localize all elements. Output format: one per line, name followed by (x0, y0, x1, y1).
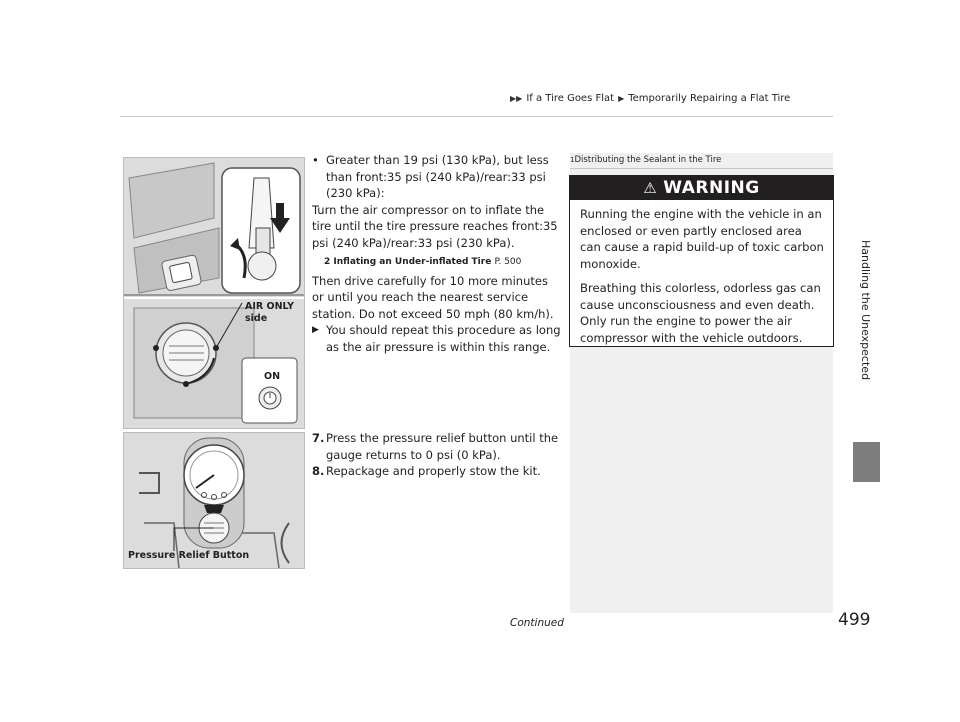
warning-header (570, 176, 833, 200)
side-tab[interactable] (852, 240, 880, 430)
note-text: You should repeat this procedure as long as the air pressure is within this range. (326, 323, 561, 354)
side-tab-marker (853, 442, 880, 482)
air-only-label: AIR ONLY (245, 301, 294, 312)
bullet-icon: • (312, 153, 319, 167)
step-8-text: Repackage and properly stow the kit. (326, 464, 541, 478)
warning-paragraph-2: Breathing this colorless, odorless gas can cause unconsciousness and even death. Only run the engine to power the air compressor with the vehicle outdoors. (580, 281, 821, 345)
steps (312, 430, 562, 480)
sidebar-heading-text: Distributing the Sealant in the Tire (574, 155, 722, 165)
ref-marker-icon: 1 (570, 156, 575, 164)
arrow-icon: ▶ (618, 94, 625, 103)
gauge-drawing (124, 433, 304, 568)
warning-paragraph-1: Running the engine with the vehicle in an enclosed or even partly enclosed area can cause a rapid build-up of toxic carbon monoxide. (580, 207, 824, 271)
warning-icon: ⚠ (643, 179, 658, 197)
pressure-relief-label: Pressure Relief Button (128, 550, 250, 561)
paragraph-1: Turn the air compressor on to inflate the tire until the tire pressure reaches front:35 psi (240 kPa)/rear:33 psi (230 kPa). (312, 202, 558, 250)
warning-title: WARNING (663, 178, 760, 198)
note-item (312, 322, 562, 355)
header-divider (120, 116, 833, 117)
step-8 (312, 463, 562, 480)
breadcrumb-item[interactable]: If a Tire Goes Flat (526, 93, 615, 104)
cross-reference[interactable] (312, 254, 562, 271)
sidebar-heading (570, 155, 833, 169)
bullet-item (312, 152, 562, 202)
breadcrumb (510, 93, 790, 104)
gauge-illustration (123, 432, 305, 569)
compressor-drawing (124, 158, 304, 428)
ref-page: P. 500 (494, 257, 522, 267)
step-7-number: 7. (312, 431, 325, 445)
air-only-sub-label: side (245, 313, 268, 324)
ref-title: Inflating an Under-inflated Tire (333, 257, 492, 267)
page-number: 499 (838, 610, 871, 630)
warning-text (580, 206, 825, 354)
bullet-text: Greater than 19 psi (130 kPa), but less than front:35 psi (240 kPa)/rear:33 psi (230 kPa): (326, 153, 549, 200)
note-arrow-icon: ▶ (312, 325, 319, 335)
main-content (312, 152, 562, 355)
warning-box (569, 175, 834, 347)
side-tab-label: Handling the Unexpected (859, 240, 872, 381)
step-7 (312, 430, 562, 463)
continued-label: Continued (510, 617, 564, 629)
arrow-icon: ▶▶ (510, 94, 523, 103)
paragraph-2: Then drive carefully for 10 more minutes or until you reach the nearest service station. Do not exceed 50 mph (80 km/h). (312, 273, 554, 321)
compressor-illustration (123, 157, 305, 429)
ref-arrow-icon: 2 (324, 257, 334, 267)
step-8-number: 8. (312, 464, 325, 478)
on-label: ON (264, 371, 281, 382)
breadcrumb-item[interactable]: Temporarily Repairing a Flat Tire (628, 93, 791, 104)
step-7-text: Press the pressure relief button until the gauge returns to 0 psi (0 kPa). (326, 431, 559, 462)
